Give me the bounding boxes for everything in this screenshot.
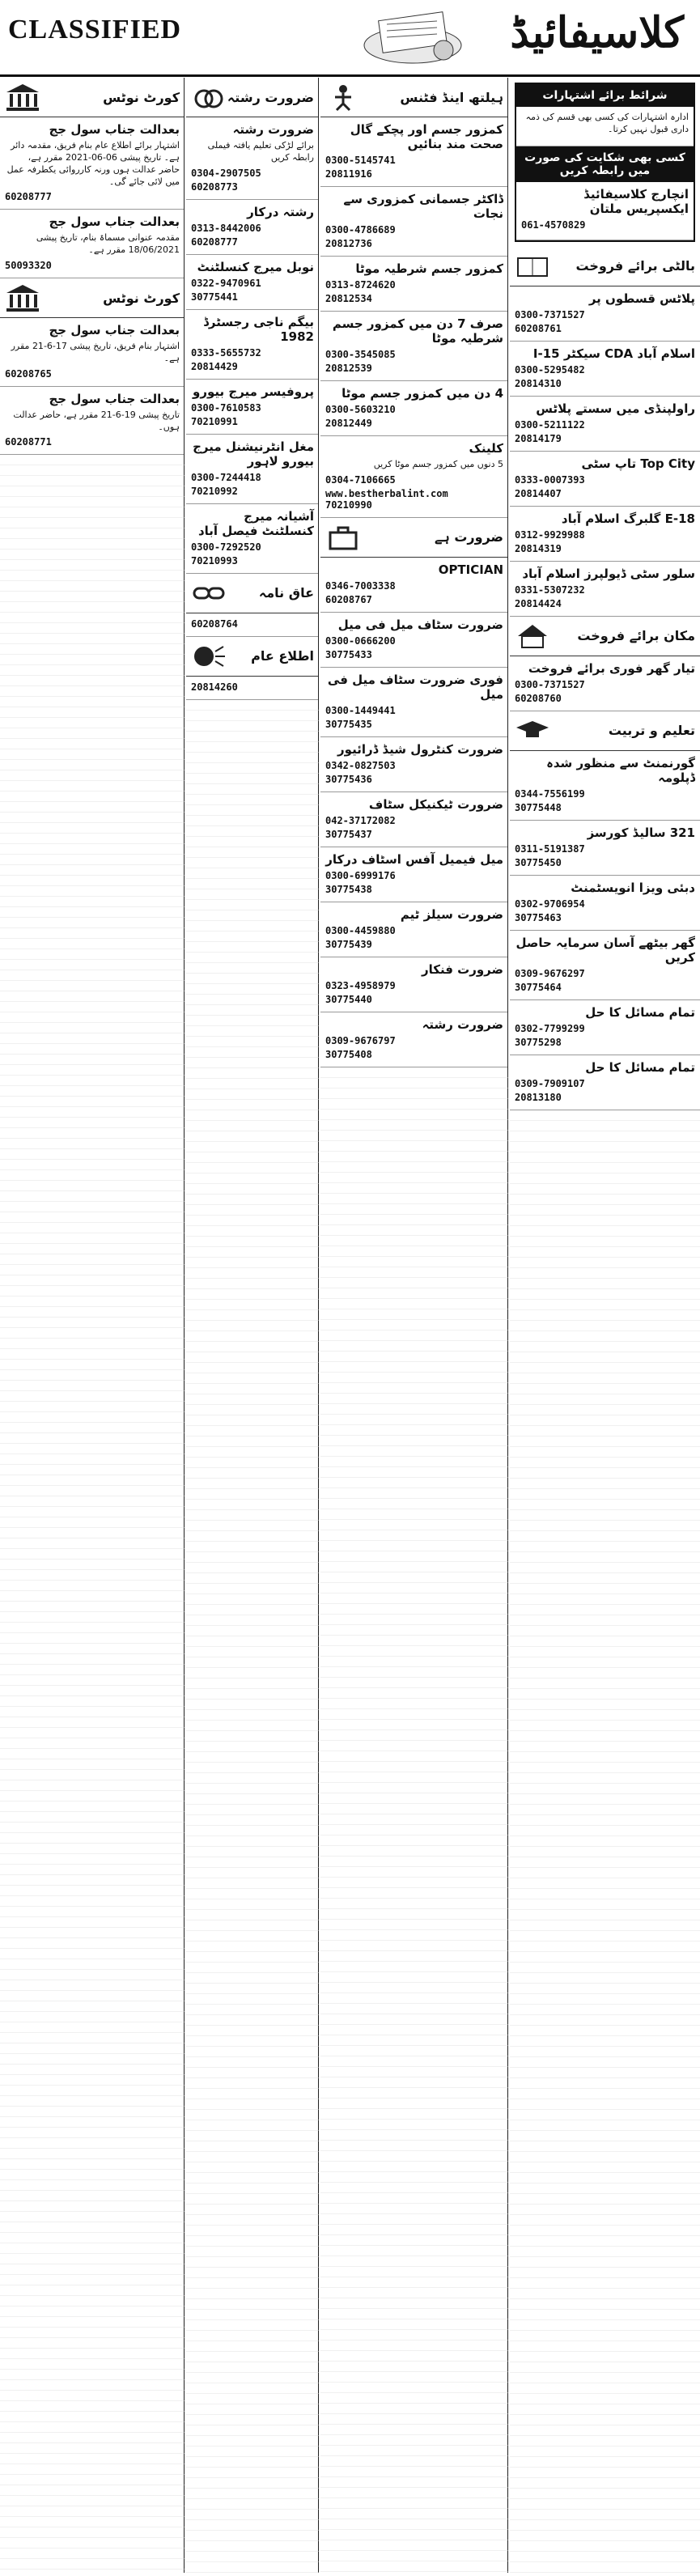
fitness-icon [325, 83, 361, 112]
ad-item: کمزور جسم اور پچکے گال صحت مند بنائیں 0300-5145741 20811916 [320, 117, 508, 187]
office-contact: انچارج کلاسیفائیڈ ایکسپریس ملتان 061-4570829 [516, 182, 694, 240]
ad-item: 20814260 [186, 677, 319, 700]
ad-item: ڈاکٹر جسمانی کمزوری سے نجات 0300-4786689 20812736 [320, 187, 508, 257]
ad-item: ضرورت رشتہ 0309-9676797 30775408 [320, 1012, 508, 1067]
section-header: اطلاع عام [186, 637, 319, 677]
ad-item: بعدالت جناب سول جج اشتہار برائے اطلاع عام بنام فریق، مقدمہ دائر ہے۔ تاریخ پیشی 06-06-2021 مقرر ہے، حاضر عدالت ہوں ورنہ کارروائی یکطرفہ عمل میں لائی جائے گی۔ 60208777 [0, 117, 185, 210]
speaker-head-icon [191, 642, 227, 671]
ad-item: بعدالت جناب سول جج تاریخ پیشی 19-6-21 مقرر ہے، حاضر عدالت ہوں۔ 60208771 [0, 387, 185, 456]
column-marriage [186, 78, 319, 2573]
ad-item: ضرورت کنٹرول شیڈ ڈرائیور 0342-0827503 30775436 [320, 737, 508, 792]
ad-item: کلینک 5 دنوں میں کمزور جسم موٹا کریں 0304-7106665 www.bestherbalint.com 70210990 [320, 436, 508, 518]
ad-item: گھر بیٹھے آسان سرمایہ حاصل کریں 0309-9676297 30775464 [510, 931, 700, 1000]
rings-icon [191, 83, 227, 112]
courthouse-icon [5, 283, 40, 312]
section-header: ہیلتھ اینڈ فٹنس [320, 78, 508, 117]
ad-item: تیار گھر فوری برائے فروخت 0300-7371527 60208760 [510, 656, 700, 711]
newspaper-emblem-icon [356, 5, 469, 70]
section-header: عاق نامہ [186, 574, 319, 613]
section-header: مکان برائے فروخت [510, 617, 700, 656]
terms-box: شرائط برائے اشتہارات ادارہ اشتہارات کی کسی بھی قسم کی ذمہ داری قبول نہیں کرتا۔ کسی بھی شکایت کی صورت میں رابطہ کریں انچارج کلاسیفائیڈ ایکسپریس ملتان 061-4570829 [515, 83, 695, 242]
ad-item: ضرورت ٹیکنیکل سٹاف 042-37172082 30775437 [320, 792, 508, 847]
courthouse-icon [5, 83, 40, 112]
ad-item: رشتہ درکار 0313-8442006 60208777 [186, 200, 319, 255]
plot-icon [515, 252, 550, 281]
chain-icon [191, 579, 227, 608]
ad-item: OPTICIAN 0346-7003338 60208767 [320, 558, 508, 613]
section-header: بالٹی برائے فروخت [510, 247, 700, 286]
ad-item: ضرورت رشتہ برائے لڑکی تعلیم یافتہ فیملی رابطہ کریں 0304-2907505 60208773 [186, 117, 319, 200]
text-filler [186, 700, 319, 2573]
ad-item: بعدالت جناب سول جج مقدمہ عنوانی مسماۃ بنام، تاریخ پیشی 18/06/2021 مقرر ہے۔ 50093320 [0, 210, 185, 278]
ad-item: دبئی ویزا انویسٹمنٹ 0302-9706954 30775463 [510, 876, 700, 931]
ad-item: نوبل میرج کنسلٹنٹ 0322-9470961 30775441 [186, 255, 319, 310]
ad-item: بیگم ناجی رجسٹرڈ 1982 0333-5655732 20814429 [186, 310, 319, 380]
jobs-icon [325, 523, 361, 552]
section-header: ضرورت رشتہ [186, 78, 319, 117]
ad-item: اسلام آباد CDA سیکٹر I-15 0300-5295482 20814310 [510, 342, 700, 397]
column-court-notices [0, 78, 185, 2573]
column-property-education [510, 78, 700, 2573]
ad-item: تمام مسائل کا حل 0309-7909107 20813180 [510, 1055, 700, 1110]
ad-item: Top City تاپ سٹی 0333-0007393 20814407 [510, 452, 700, 507]
ad-item: پلاٹس قسطوں پر 0300-7371527 60208761 [510, 286, 700, 342]
ad-item: 321 ساليڈ کورسز 0311-5191387 30775450 [510, 821, 700, 876]
ad-item: 60208764 [186, 613, 319, 637]
brand-title: CLASSIFIED [8, 15, 182, 45]
text-filler [0, 455, 185, 2573]
ad-item: ضرورت فنکار 0323-4958979 30775440 [320, 957, 508, 1012]
house-icon [515, 622, 550, 651]
column-health [320, 78, 508, 2573]
text-filler [510, 1110, 700, 2573]
graduation-cap-icon [515, 716, 550, 745]
ad-item: E-18 گلبرگ اسلام آباد 0312-9929988 20814319 [510, 507, 700, 562]
ad-item: میل فیمیل آفس اسٹاف درکار 0300-6999176 30775438 [320, 847, 508, 902]
section-header: ضرورت ہے [320, 518, 508, 558]
ad-item: 4 دن میں کمزور جسم موٹا 0300-5603210 20812449 [320, 381, 508, 436]
ad-item: ضرورت سٹاف میل فی میل 0300-0666200 30775433 [320, 613, 508, 668]
ad-item: مغل انٹرنیشنل میرج بیورو لاہور 0300-7244418 70210992 [186, 435, 319, 504]
ad-item: آشیانہ میرج کنسلٹنٹ فیصل آباد 0300-7292520 70210993 [186, 504, 319, 574]
ad-item: بعدالت جناب سول جج اشتہار بنام فریق، تاریخ پیشی 17-6-21 مقرر ہے۔ 60208765 [0, 318, 185, 387]
section-header: کورٹ نوٹس [0, 278, 185, 318]
ad-item: تمام مسائل کا حل 0302-7799299 30775298 [510, 1000, 700, 1055]
section-header: کورٹ نوٹس [0, 78, 185, 117]
section-header: تعلیم و تربیت [510, 711, 700, 751]
ad-item: گورنمنٹ سے منظور شدہ ڈپلومہ 0344-7556199 30775448 [510, 751, 700, 821]
ad-item: ضرورت سیلز ٹیم 0300-4459880 30775439 [320, 902, 508, 957]
ad-item: سلور سٹی ڈیولپرز اسلام آباد 0331-5307232 20814424 [510, 562, 700, 617]
terms-text: ادارہ اشتہارات کی کسی بھی قسم کی ذمہ داری قبول نہیں کرتا۔ [516, 107, 694, 146]
page-header [0, 0, 700, 77]
ad-item: راولپنڈی میں سستے پلاٹس 0300-5211122 20814179 [510, 397, 700, 452]
ad-item: پروفیسر میرج بیورو 0300-7610583 70210991 [186, 380, 319, 435]
page-title-urdu: کلاسیفائیڈ [510, 8, 684, 57]
ad-item: فوری ضرورت سٹاف میل فی میل 0300-1449441 30775435 [320, 668, 508, 737]
ad-item: کمزور جسم شرطیہ موٹا 0313-8724620 20812534 [320, 257, 508, 312]
text-filler [320, 1067, 508, 2573]
ad-item: صرف 7 دن میں کمزور جسم شرطیہ موٹا 0300-3545085 20812539 [320, 312, 508, 381]
